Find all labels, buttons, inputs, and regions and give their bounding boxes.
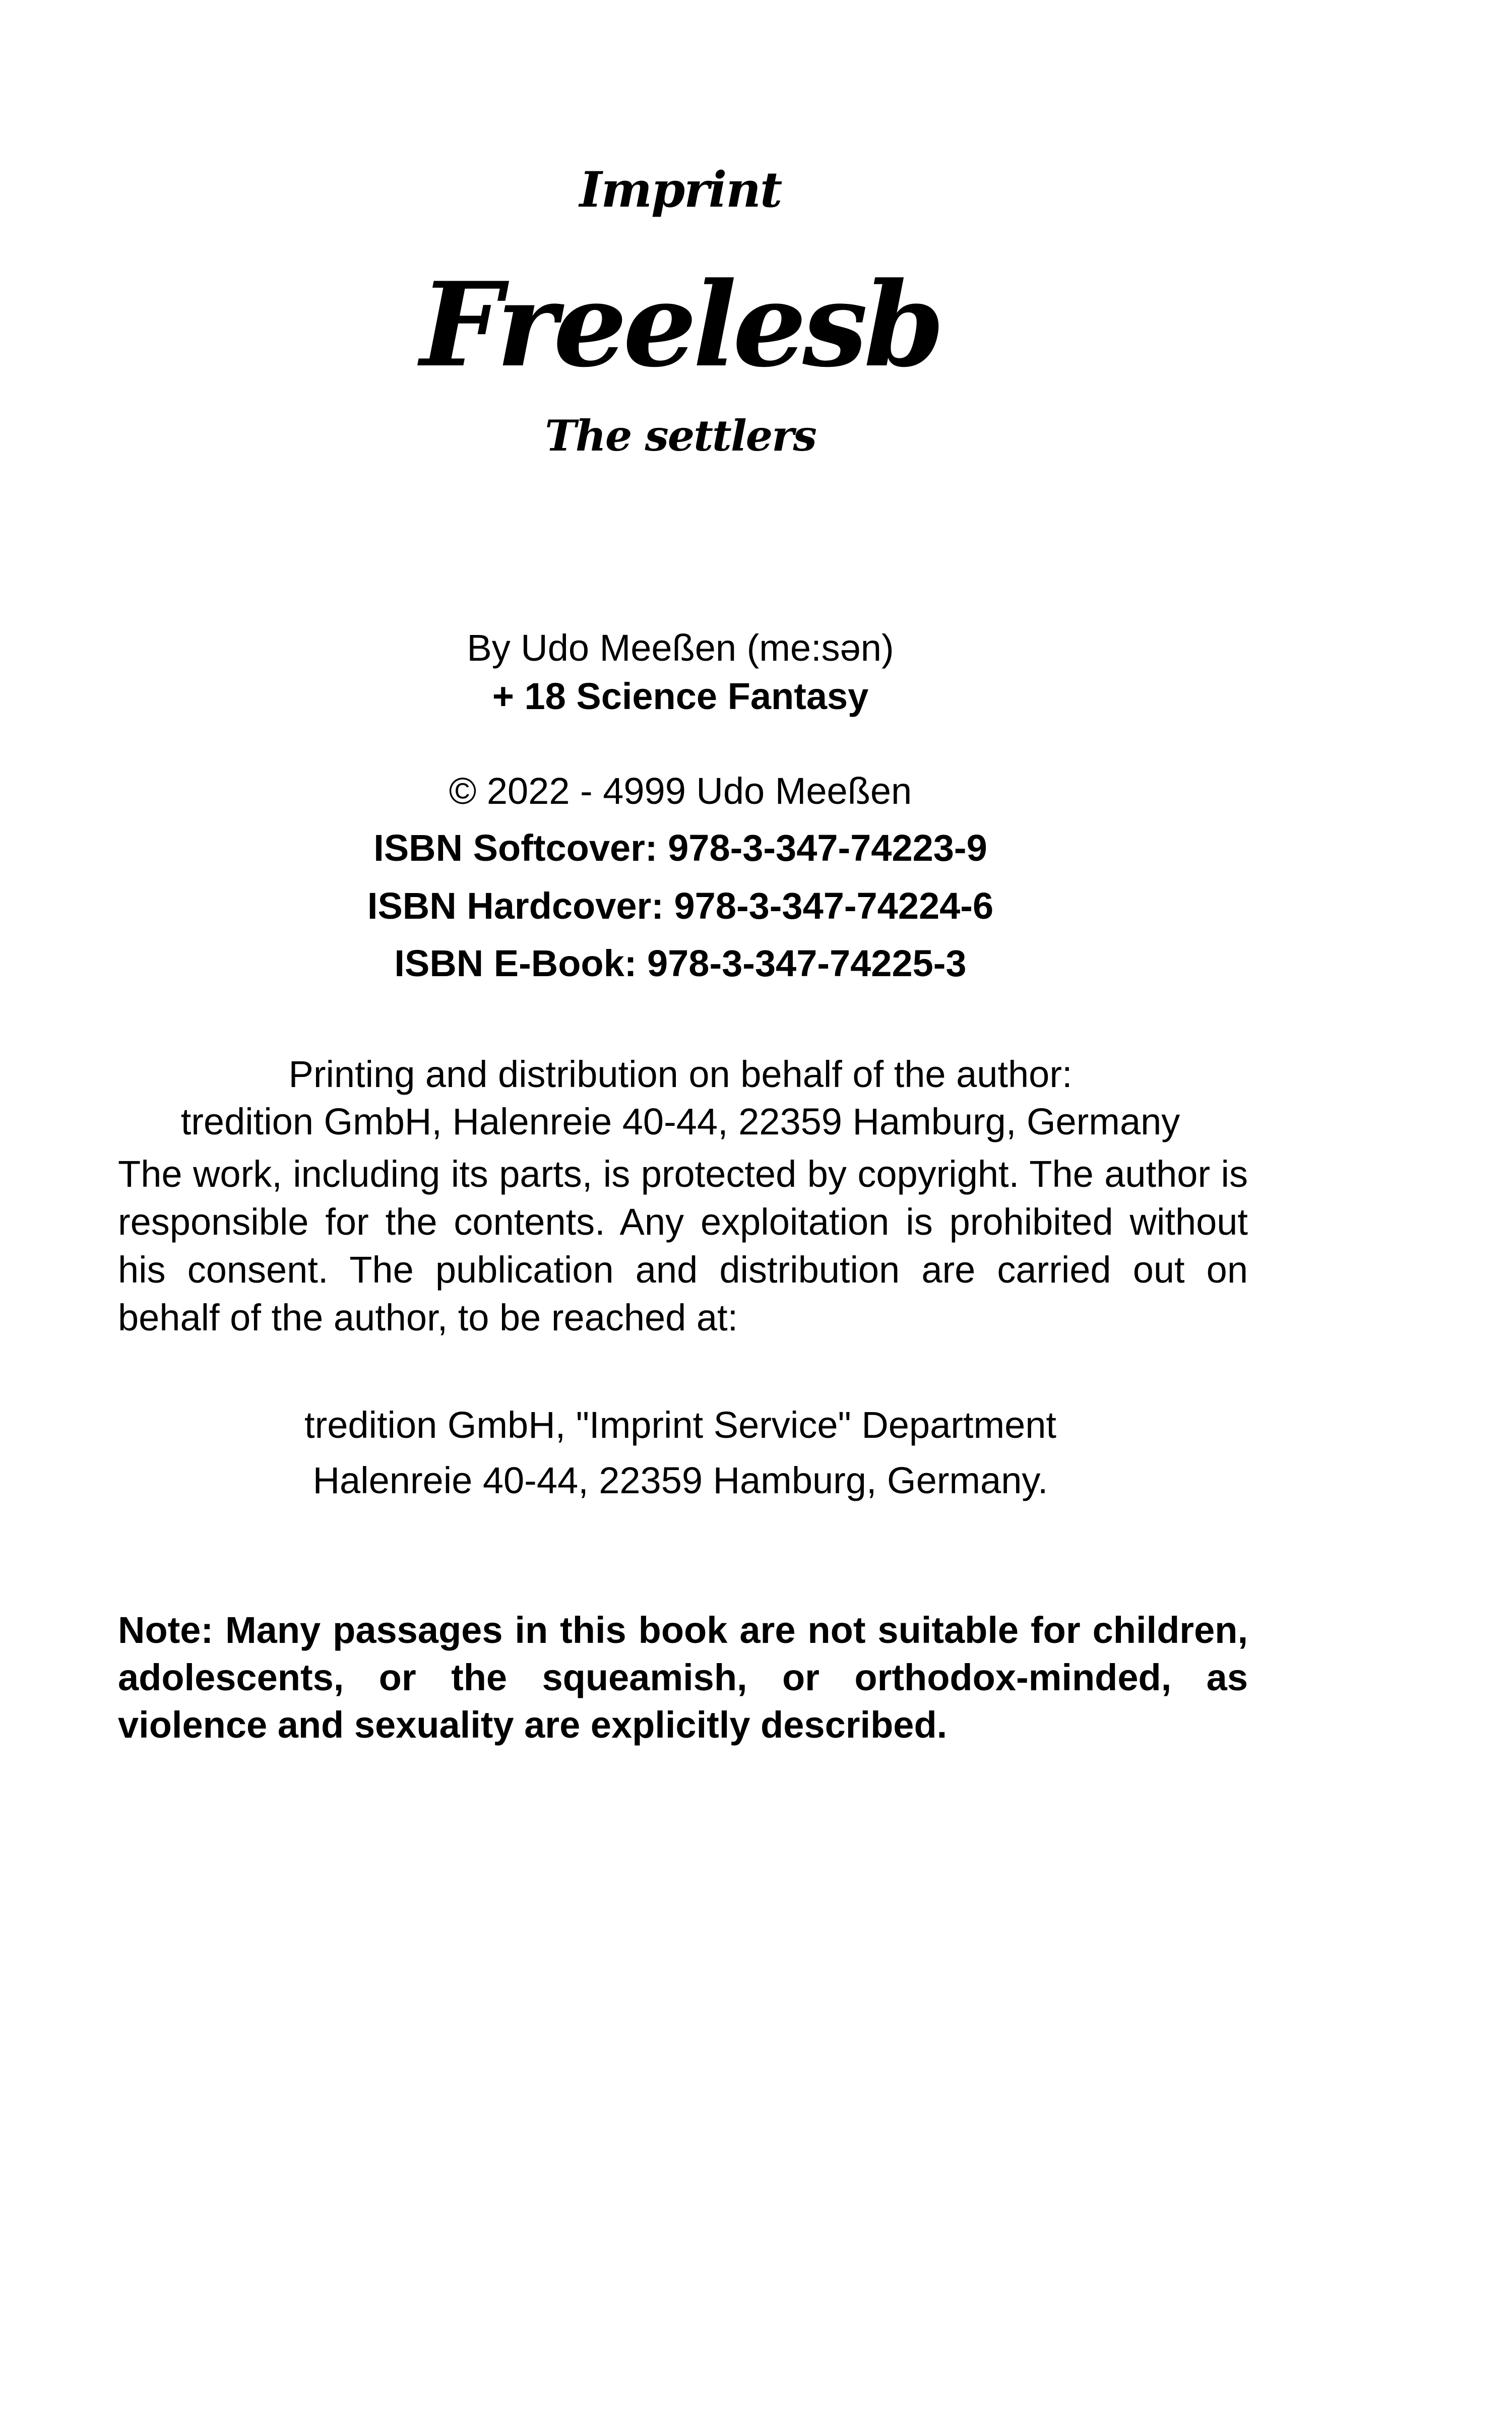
isbn-softcover: ISBN Softcover: 978-3-347-74223-9	[373, 827, 987, 869]
imprint-heading: Imprint	[579, 161, 782, 218]
author-line: By Udo Meeßen (me:sən)	[467, 627, 894, 669]
isbn-hardcover: ISBN Hardcover: 978-3-347-74224-6	[367, 885, 994, 927]
printing-label: Printing and distribution on behalf of the author:	[288, 1053, 1073, 1095]
imprint-service-department: tredition GmbH, "Imprint Service" Department	[304, 1404, 1056, 1446]
copyright-notice: The work, including its parts, is protected by copyright. The author is responsible for the contents. Any exploitation is prohibited without his consent. The publication and distribution are carried out on behalf of the author, to be reached at:	[118, 1153, 1248, 1339]
printing-address: tredition GmbH, Halenreie 40-44, 22359 Hamburg, Germany	[180, 1101, 1180, 1142]
copyright-line: © 2022 - 4999 Udo Meeßen	[449, 770, 912, 812]
genre-line: + 18 Science Fantasy	[492, 675, 869, 717]
content-warning-note: Note: Many passages in this book are not suitable for children, adolescents, or the squeamish, or orthodox-minded, as violence and sexuality are explicitly described.	[118, 1609, 1248, 1746]
book-title: Freelesb	[420, 257, 941, 393]
isbn-ebook: ISBN E-Book: 978-3-347-74225-3	[394, 942, 967, 984]
imprint-service-address: Halenreie 40-44, 22359 Hamburg, Germany.	[312, 1459, 1048, 1501]
book-subtitle: The settlers	[545, 411, 816, 461]
